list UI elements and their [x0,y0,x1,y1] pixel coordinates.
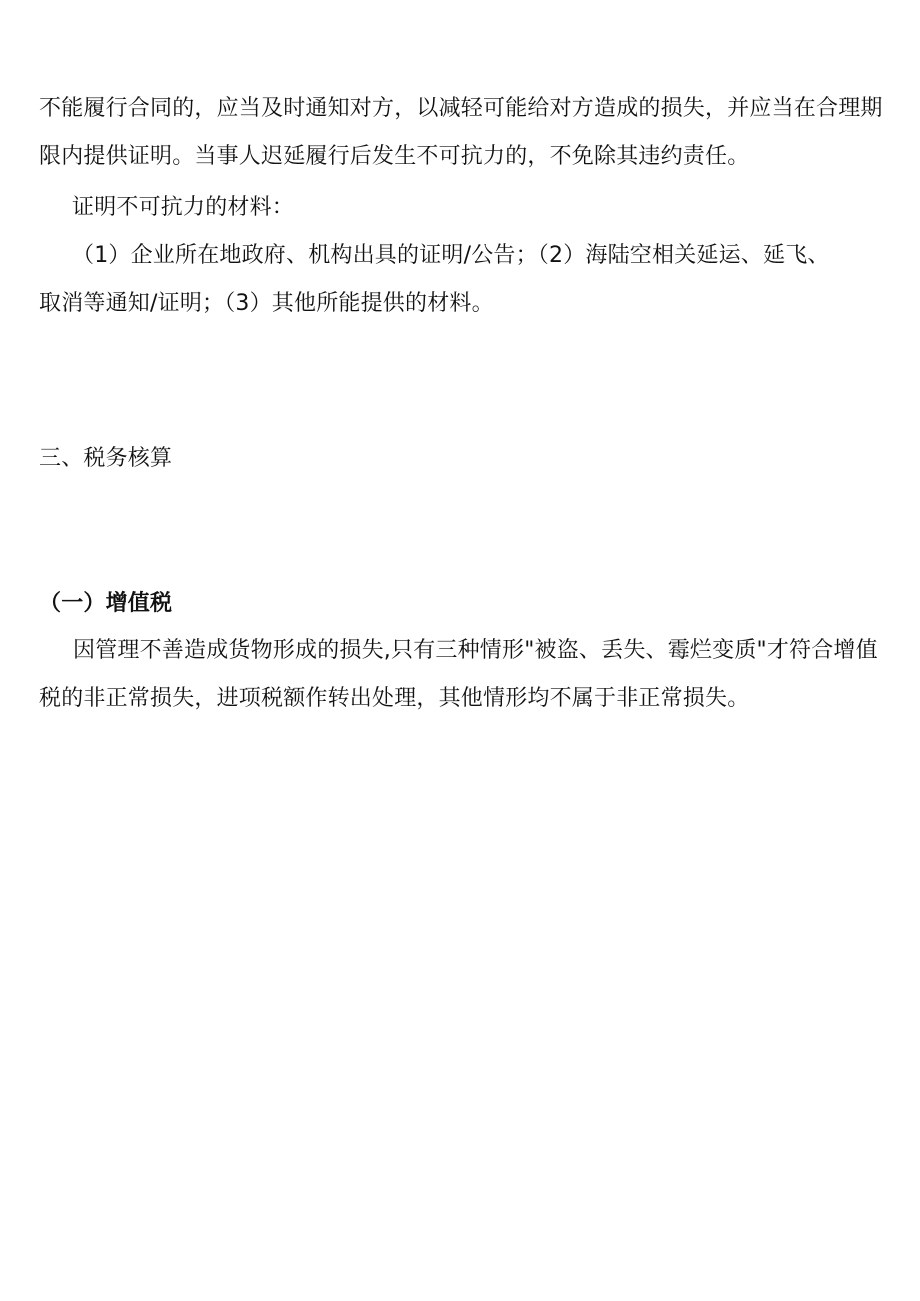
vat-paragraph-line-2: 税的非正常损失，进项税额作转出处理，其他情形均不属于非正常损失。 [39,686,750,711]
vat-subsection-title: （一）增值税 [39,591,173,616]
proof-materials-heading: 证明不可抗力的材料： [72,195,295,220]
vat-paragraph-line-1: 因管理不善造成货物形成的损失,只有三种情形"被盗、丢失、霉烂变质"才符合增值 [73,638,878,663]
proof-materials-line-2: 取消等通知/证明；（3）其他所能提供的材料。 [39,291,494,316]
paragraph-line-1: 不能履行合同的，应当及时通知对方，以减轻可能给对方造成的损失，并应当在合理期 [39,96,883,121]
proof-materials-line-1: （1）企业所在地政府、机构出具的证明/公告；（2）海陆空相关延运、延飞、 [72,243,830,268]
paragraph-line-2: 限内提供证明。当事人迟延履行后发生不可抗力的，不免除其违约责任。 [39,144,750,169]
section-three-title: 三、税务核算 [39,446,173,471]
